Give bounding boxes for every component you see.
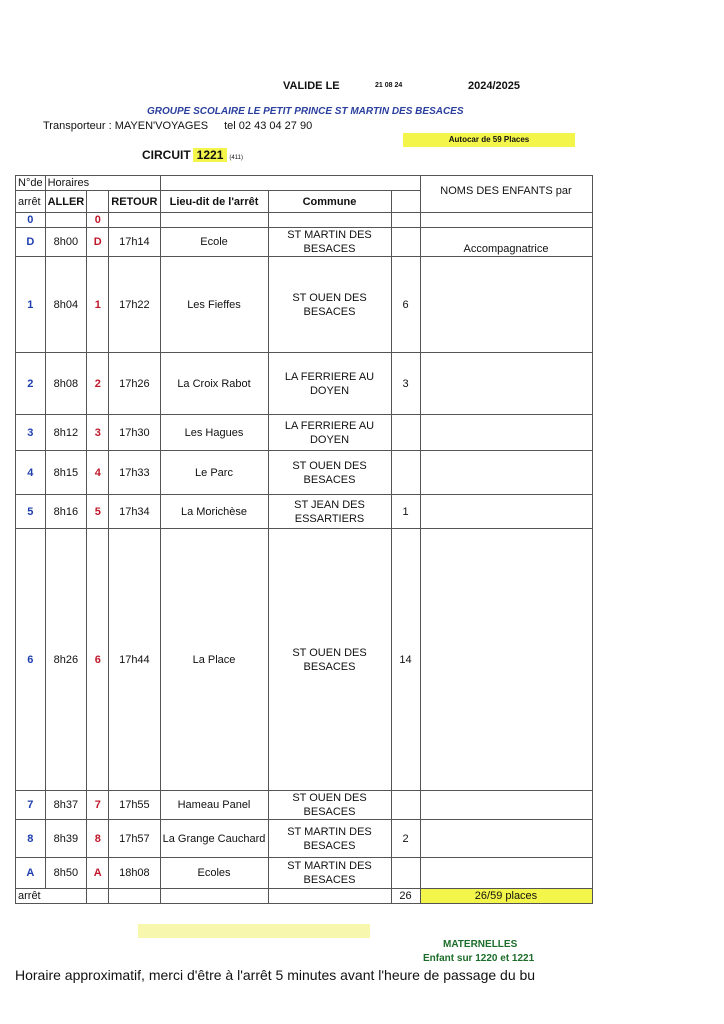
footer-arret: arrêt — [16, 889, 87, 904]
aller-time: 8h50 — [45, 858, 87, 889]
stop-number: 3 — [16, 415, 46, 451]
lieu-dit: Hameau Panel — [160, 791, 268, 820]
stop-note — [420, 257, 592, 353]
commune: ST MARTIN DES BESACES — [268, 858, 391, 889]
stop-number: 2 — [16, 353, 46, 415]
aller-time: 8h04 — [45, 257, 87, 353]
zero-left: 0 — [16, 213, 46, 228]
commune: ST JEAN DES ESSARTIERS — [268, 495, 391, 529]
autocar-capacity: Autocar de 59 Places — [403, 133, 575, 147]
head-no-de: N°de — [16, 176, 46, 191]
return-number: 4 — [87, 451, 109, 495]
head-blank — [160, 176, 420, 191]
table-row — [16, 415, 593, 451]
header-row-1 — [16, 176, 593, 191]
retour-time: 18h08 — [109, 858, 160, 889]
places-total: 26/59 places — [420, 889, 592, 904]
stop-note — [420, 353, 592, 415]
stop-note — [420, 415, 592, 451]
child-count: 1 — [391, 495, 420, 529]
retour-time: 17h33 — [109, 451, 160, 495]
table-row — [16, 529, 593, 791]
return-number: D — [87, 228, 109, 257]
table-row — [16, 495, 593, 529]
stop-note: Accompagnatrice — [420, 228, 592, 257]
stop-note — [420, 495, 592, 529]
return-number: 7 — [87, 791, 109, 820]
head-noms-enfants: NOMS DES ENFANTS par — [420, 176, 592, 213]
schedule-table — [15, 175, 593, 904]
commune: LA FERRIERE AU DOYEN — [268, 415, 391, 451]
lieu-dit: Le Parc — [160, 451, 268, 495]
highlight-bar — [138, 924, 370, 938]
retour-time: 17h30 — [109, 415, 160, 451]
aller-time: 8h15 — [45, 451, 87, 495]
lieu-dit: Ecole — [160, 228, 268, 257]
head-retour: RETOUR — [109, 191, 160, 213]
return-number: 6 — [87, 529, 109, 791]
total-count: 26 — [391, 889, 420, 904]
commune: ST OUEN DES BESACES — [268, 257, 391, 353]
commune: ST OUEN DES BESACES — [268, 529, 391, 791]
stop-number: 5 — [16, 495, 46, 529]
lieu-dit: Les Fieffes — [160, 257, 268, 353]
head-commune: Commune — [268, 191, 391, 213]
table-row — [16, 820, 593, 858]
retour-time: 17h26 — [109, 353, 160, 415]
lieu-dit: Les Hagues — [160, 415, 268, 451]
commune: ST MARTIN DES BESACES — [268, 228, 391, 257]
aller-time: 8h12 — [45, 415, 87, 451]
stop-number: 6 — [16, 529, 46, 791]
table-row — [16, 228, 593, 257]
head-aller: ALLER — [45, 191, 87, 213]
valide-label: VALIDE LE — [283, 80, 340, 92]
stop-number: 8 — [16, 820, 46, 858]
return-number: 1 — [87, 257, 109, 353]
child-count — [391, 791, 420, 820]
commune: ST OUEN DES BESACES — [268, 791, 391, 820]
stop-note — [420, 529, 592, 791]
commune: ST OUEN DES BESACES — [268, 451, 391, 495]
retour-time: 17h34 — [109, 495, 160, 529]
retour-time: 17h57 — [109, 820, 160, 858]
return-number: 2 — [87, 353, 109, 415]
lieu-dit: La Grange Cauchard — [160, 820, 268, 858]
zero-right: 0 — [87, 213, 109, 228]
head-blank-2 — [87, 191, 109, 213]
child-count — [391, 858, 420, 889]
return-number: A — [87, 858, 109, 889]
retour-time: 17h22 — [109, 257, 160, 353]
aller-time: 8h16 — [45, 495, 87, 529]
return-number: 8 — [87, 820, 109, 858]
transporteur-phone: tel 02 43 04 27 90 — [224, 120, 313, 132]
zero-row — [16, 213, 593, 228]
child-count: 2 — [391, 820, 420, 858]
valide-date: 21 08 24 — [375, 82, 403, 89]
aller-time: 8h00 — [45, 228, 87, 257]
enfant-sur-label: Enfant sur 1220 et 1221 — [423, 953, 535, 964]
school-year: 2024/2025 — [468, 80, 520, 92]
school-group-title: GROUPE SCOLAIRE LE PETIT PRINCE ST MARTIN DES BESACES — [147, 106, 464, 117]
stop-note — [420, 858, 592, 889]
return-number: 5 — [87, 495, 109, 529]
child-count: 6 — [391, 257, 420, 353]
stop-note — [420, 820, 592, 858]
total-row — [16, 889, 593, 904]
circuit-sub: (411) — [229, 155, 243, 161]
child-count: 3 — [391, 353, 420, 415]
retour-time: 17h14 — [109, 228, 160, 257]
retour-time: 17h44 — [109, 529, 160, 791]
horaire-note: Horaire approximatif, merci d'être à l'arrêt 5 minutes avant l'heure de passage du bu — [15, 967, 536, 983]
commune: LA FERRIERE AU DOYEN — [268, 353, 391, 415]
child-count — [391, 228, 420, 257]
stop-number: 1 — [16, 257, 46, 353]
table-row — [16, 791, 593, 820]
retour-time: 17h55 — [109, 791, 160, 820]
stop-number: D — [16, 228, 46, 257]
stop-number: 4 — [16, 451, 46, 495]
commune: ST MARTIN DES BESACES — [268, 820, 391, 858]
aller-time: 8h37 — [45, 791, 87, 820]
head-lieu: Lieu-dit de l'arrêt — [160, 191, 268, 213]
aller-time: 8h39 — [45, 820, 87, 858]
stop-note — [420, 791, 592, 820]
maternelles-label: MATERNELLES — [443, 939, 518, 950]
head-arret: arrêt — [16, 191, 46, 213]
aller-time: 8h08 — [45, 353, 87, 415]
table-row — [16, 257, 593, 353]
circuit-title — [142, 148, 243, 162]
lieu-dit: La Croix Rabot — [160, 353, 268, 415]
stop-number: A — [16, 858, 46, 889]
transporteur-name: Transporteur : MAYEN'VOYAGES — [43, 120, 209, 132]
stop-note — [420, 451, 592, 495]
child-count: 14 — [391, 529, 420, 791]
lieu-dit: Ecoles — [160, 858, 268, 889]
table-row — [16, 858, 593, 889]
transporteur-line — [43, 120, 312, 132]
aller-time: 8h26 — [45, 529, 87, 791]
circuit-number: 1221 — [193, 148, 228, 162]
head-count — [391, 191, 420, 213]
lieu-dit: La Morichèse — [160, 495, 268, 529]
head-horaires: Horaires — [45, 176, 160, 191]
child-count — [391, 451, 420, 495]
table-row — [16, 451, 593, 495]
child-count — [391, 415, 420, 451]
lieu-dit: La Place — [160, 529, 268, 791]
table-row — [16, 353, 593, 415]
return-number: 3 — [87, 415, 109, 451]
stop-number: 7 — [16, 791, 46, 820]
circuit-label: CIRCUIT — [142, 148, 191, 162]
